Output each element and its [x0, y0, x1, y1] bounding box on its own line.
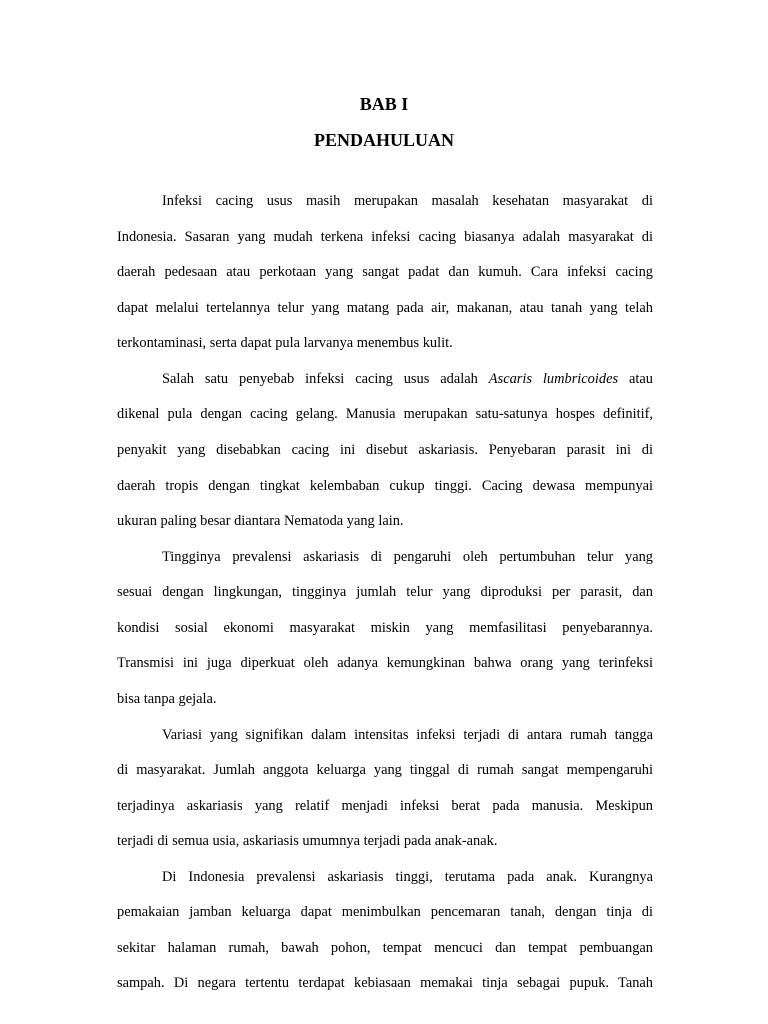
paragraph-3-line-5: bisa tanpa gejala. [117, 691, 217, 707]
paragraph-5-line-1: Di Indonesia prevalensi askariasis tinggi, terutama pada anak. Kurangnya [162, 869, 653, 885]
paragraph-2-line-5: ukuran paling besar diantara Nematoda yang lain. [117, 513, 404, 529]
paragraph-1-line-1: Infeksi cacing usus masih merupakan masalah kesehatan masyarakat di [162, 193, 653, 209]
paragraph-1-line-5: terkontaminasi, serta dapat pula larvanya menembus kulit. [117, 335, 453, 351]
paragraph-2-line-3: penyakit yang disebabkan cacing ini disebut askariasis. Penyebaran parasit ini di [117, 442, 653, 458]
paragraph-4-line-3: terjadinya askariasis yang relatif menjadi infeksi berat pada manusia. Meskipun [117, 798, 653, 814]
paragraph-4-line-2: di masyarakat. Jumlah anggota keluarga yang tinggal di rumah sangat mempengaruhi [117, 762, 653, 778]
paragraph-3-line-4: Transmisi ini juga diperkuat oleh adanya kemungkinan bahwa orang yang terinfeksi [117, 655, 653, 671]
species-name: Ascaris lumbricoides [488, 371, 619, 387]
paragraph-3-line-1: Tingginya prevalensi askariasis di pengaruhi oleh pertumbuhan telur yang [162, 549, 653, 565]
paragraph-4-line-4: terjadi di semua usia, askariasis umumnya terjadi pada anak-anak. [117, 833, 498, 849]
paragraph-3-line-3: kondisi sosial ekonomi masyarakat miskin yang memfasilitasi penyebarannya. [117, 620, 653, 636]
paragraph-5-line-2: pemakaian jamban keluarga dapat menimbulkan pencemaran tanah, dengan tinja di [117, 904, 653, 920]
chapter-title: PENDAHULUAN [313, 130, 454, 150]
paragraph-4-line-1: Variasi yang signifikan dalam intensitas infeksi terjadi di antara rumah tangga [162, 727, 653, 743]
paragraph-5-line-4: sampah. Di negara tertentu terdapat kebiasaan memakai tinja sebagai pupuk. Tanah [117, 975, 653, 991]
paragraph-2-line-1-text: Salah satu penyebab infeksi cacing usus adalah [162, 371, 478, 387]
paragraph-2-line-1 [162, 369, 653, 389]
paragraph-2-line-4: daerah tropis dengan tingkat kelembaban cukup tinggi. Cacing dewasa mempunyai [117, 478, 653, 494]
paragraph-1-line-4: dapat melalui tertelannya telur yang matang pada air, makanan, atau tanah yang telah [117, 300, 653, 316]
paragraph-1-line-3: daerah pedesaan atau perkotaan yang sangat padat dan kumuh. Cara infeksi cacing [117, 264, 653, 280]
chapter-number: BAB I [359, 94, 409, 114]
paragraph-5-line-3: sekitar halaman rumah, bawah pohon, tempat mencuci dan tempat pembuangan [117, 940, 653, 956]
paragraph-3-line-2: sesuai dengan lingkungan, tingginya jumlah telur yang diproduksi per parasit, dan [117, 584, 653, 600]
paragraph-2-line-2: dikenal pula dengan cacing gelang. Manusia merupakan satu-satunya hospes definitif, [117, 406, 653, 422]
paragraph-1-line-2: Indonesia. Sasaran yang mudah terkena infeksi cacing biasanya adalah masyarakat di [117, 229, 653, 245]
paragraph-2-line-1-end: atau [629, 371, 653, 387]
